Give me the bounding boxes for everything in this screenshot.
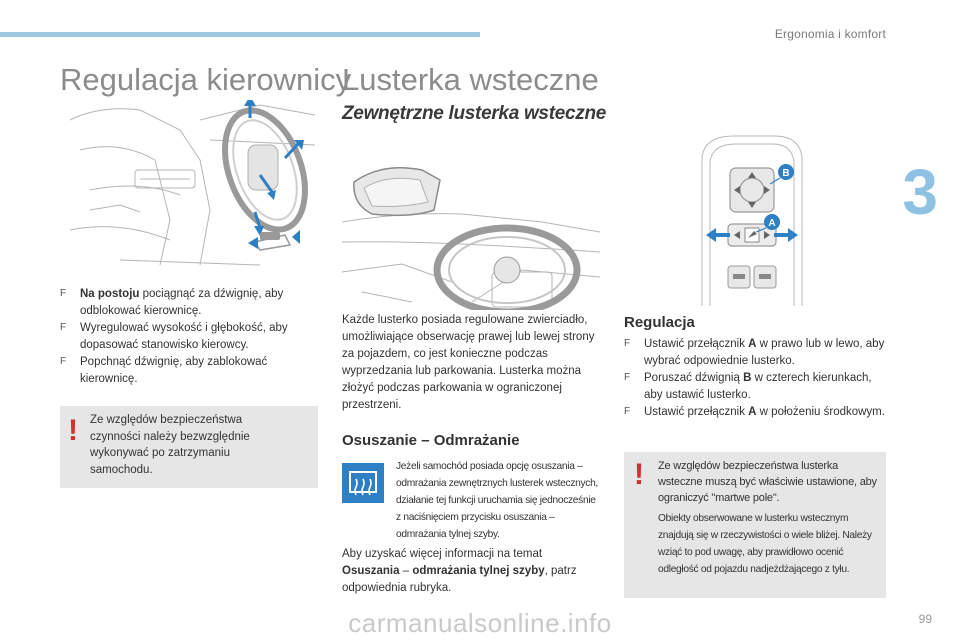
defrost-glyph — [342, 463, 384, 503]
page-title-steering: Regulacja kierownicy — [60, 62, 352, 97]
section-title: Ergonomia i komfort — [774, 27, 886, 41]
note-text-1: Ze względów bezpieczeństwa lusterka wsteczne muszą być właściwie ustawione, aby ograniczyć "martwe pole". — [658, 460, 877, 504]
list-item: F Wyregulować wysokość i głębokość, aby dopasować stanowisko kierowcy. — [60, 322, 288, 351]
list-item: F Popchnąć dźwignię, aby zablokować kierownicę. — [60, 356, 268, 385]
steering-instructions — [60, 286, 310, 388]
defrost-note: Jeżeli samochód posiada opcję osuszania – odmrażania zewnętrznych lusterek wstecznych, działanie tej funkcji uruchamia się jednocześnie z naciśnięciem przycisku osuszania – odmrażania tylnej szyby. — [396, 461, 598, 540]
mirror-drawing — [342, 152, 600, 310]
page-title-mirrors: Lusterka wsteczne — [342, 62, 599, 97]
label-a: A — [768, 218, 776, 229]
list-item: F Na postoju pociągnąć za dźwignię, aby odblokować kierownicę. — [60, 288, 284, 317]
steering-adjust-drawing — [60, 100, 318, 268]
list-item: F Ustawić przełącznik A w prawo lub w lewo, aby wybrać odpowiednie lusterko. — [624, 338, 885, 367]
label-b: B — [782, 168, 790, 179]
page-number: 99 — [918, 612, 932, 626]
defrost-heading: Osuszanie – Odmrażanie — [342, 432, 520, 449]
mirror-switch-drawing — [624, 128, 884, 308]
rear-defrost-icon — [342, 463, 384, 503]
safety-note-steering — [60, 406, 318, 488]
list-item: F Ustawić przełącznik A w położeniu środkowym. — [624, 406, 885, 418]
adjustment-instructions — [624, 336, 886, 422]
dashboard-mirror-illustration — [342, 152, 600, 310]
adjustment-heading: Regulacja — [624, 314, 695, 331]
note-text: Ze względów bezpieczeństwa czynności należy bezwzględnie wykonywać po zatrzymaniu samochodu. — [90, 414, 250, 476]
exclamation-icon: ! — [634, 458, 644, 491]
safety-note-mirrors — [624, 452, 886, 598]
mirror-control-illustration — [624, 128, 884, 308]
chapter-number: 3 — [902, 156, 938, 228]
steering-wheel-illustration — [60, 100, 318, 268]
more-info-text: Aby uzyskać więcej informacji na temat Osuszania – odmrażania tylnej szyby, patrz odpowiednia rubryka. — [342, 548, 577, 594]
list-item: F Poruszać dźwignią B w czterech kierunkach, aby ustawić lusterko. — [624, 372, 872, 401]
subtitle-exterior-mirrors: Zewnętrzne lusterka wsteczne — [342, 103, 607, 124]
exclamation-icon: ! — [68, 414, 78, 447]
note-text-2: Obiekty obserwowane w lusterku wstecznym znajdują się w rzeczywistości o wiele bliżej. Należy wziąć to pod uwagę, aby prawidłowo ocenić odległość od pojazdu nadjeżdżającego z tyłu. — [658, 513, 872, 575]
mirrors-description: Każde lusterko posiada regulowane zwierciadło, umożliwiające obserwację prawej lub lewej strony za pojazdem, co jest konieczne podczas wyprzedzania lub parkowania. Lusterka można złożyć podczas parkowania w ograniczonej przestrzeni. — [342, 314, 595, 411]
top-accent-bar — [0, 32, 480, 37]
watermark: carmanualsonline.info — [348, 608, 612, 638]
